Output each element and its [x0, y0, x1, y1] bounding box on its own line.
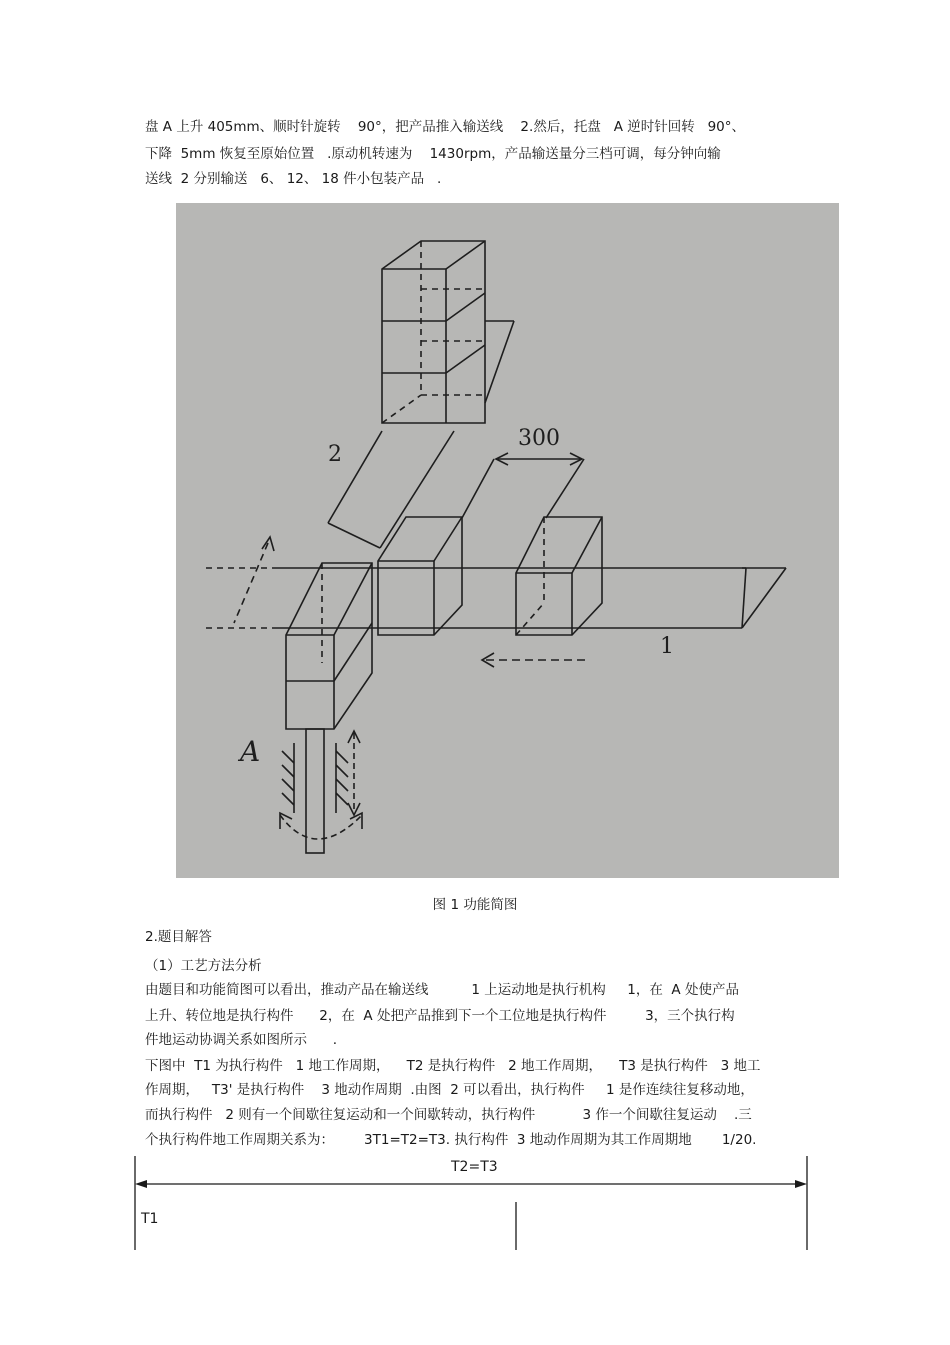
- label-A: A: [240, 735, 261, 768]
- paragraph-1-line-2: 上升、转位地是执行构件 2，在 A 处把产品推到下一个工位地是执行构件 3，三个执行构: [145, 1008, 735, 1024]
- paragraph-1-line-1: 由题目和功能简图可以看出，推动产品在输送线 1 上运动地是执行机构 1，在 A 处使产品: [145, 982, 739, 998]
- figure-caption: 图 1 功能简图: [432, 897, 518, 913]
- timing-t1-label: T1: [141, 1211, 159, 1227]
- label-1: 1: [660, 634, 674, 659]
- function-diagram-photo: [176, 203, 839, 878]
- conveyor-box-right: [516, 517, 602, 635]
- label-2: 2: [328, 442, 342, 467]
- paragraph-2-line-2: 作周期， T3' 是执行构件 3 地动作周期 .由图 2 可以看出，执行构件 1 是作连续往复移动地，: [145, 1082, 754, 1098]
- section-heading: 2.题目解答: [145, 929, 212, 945]
- paragraph-2-line-1: 下图中 T1 为执行构件 1 地工作周期， T2 是执行构件 2 地工作周期， T3 是执行构件 3 地工: [145, 1058, 761, 1074]
- function-diagram: [176, 203, 839, 878]
- label-300: 300: [518, 426, 560, 451]
- conveyor-box-middle: [378, 517, 462, 635]
- timing-t2-t3-label: T2=T3: [451, 1159, 498, 1175]
- paragraph-1-line-3: 件地运动协调关系如图所示 .: [145, 1032, 338, 1048]
- timing-diagram: [0, 1150, 950, 1260]
- intro-line-1: 盘 A 上升 405mm、顺时针旋转 90°，把产品推入输送线 2.然后，托盘 A 逆时针回转 90°、: [145, 119, 746, 135]
- paragraph-2-line-3: 而执行构件 2 则有一个间歇往复运动和一个间歇转动，执行构件 3 作一个间歇往复运动 .三: [145, 1107, 752, 1123]
- paragraph-2-line-4: 个执行构件地工作周期关系为： 3T1=T2=T3. 执行构件 3 地动作周期为其工作周期地 1/20.: [145, 1132, 757, 1148]
- dimension-300: [462, 453, 584, 518]
- lift-box-A: [286, 563, 372, 729]
- subsection-heading: （1）工艺方法分析: [145, 958, 262, 974]
- stacked-boxes: [382, 241, 485, 423]
- intro-line-3: 送线 2 分别输送 6、 12、 18 件小包装产品 .: [145, 171, 442, 187]
- intro-line-2: 下降 5mm 恢复至原始位置 .原动机转速为 1430rpm，产品输送量分三档可调，每分钟向输: [145, 146, 721, 162]
- guides-right: [336, 743, 348, 813]
- conveyor-1: [206, 568, 786, 628]
- timing-arrow-right: [795, 1180, 807, 1188]
- guides-left: [282, 743, 294, 813]
- timing-arrow-left: [135, 1180, 147, 1188]
